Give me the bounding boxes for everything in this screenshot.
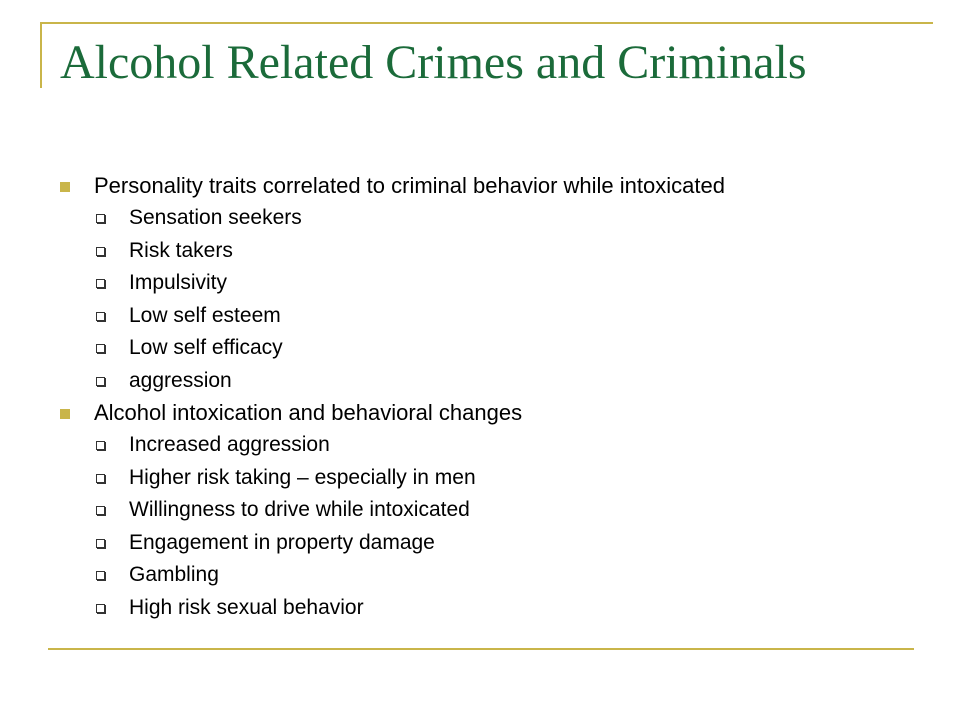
bullet-heading: [60, 397, 920, 429]
hollow-square-bullet-icon: [96, 441, 105, 450]
hollow-square-bullet-icon: [96, 344, 105, 353]
sub-bullet: [60, 462, 920, 495]
frame-top-rule: [40, 22, 933, 24]
sub-bullet-text: Low self efficacy: [129, 336, 283, 359]
sub-bullet: [60, 267, 920, 300]
bullet-heading-text: Personality traits correlated to criminal behavior while intoxicated: [94, 173, 725, 198]
sub-bullet: [60, 332, 920, 365]
bullet-list: [60, 170, 920, 624]
sub-bullet-text: Sensation seekers: [129, 206, 302, 229]
sub-bullet: [60, 202, 920, 235]
frame-bottom-rule: [48, 648, 914, 650]
sub-bullet-text: Gambling: [129, 563, 219, 586]
sub-bullet: [60, 235, 920, 268]
hollow-square-bullet-icon: [96, 474, 105, 483]
sub-bullet: [60, 559, 920, 592]
hollow-square-bullet-icon: [96, 506, 105, 515]
sub-bullet: [60, 494, 920, 527]
sub-bullet-text: Engagement in property damage: [129, 530, 435, 554]
hollow-square-bullet-icon: [96, 247, 105, 256]
sub-bullet: [60, 527, 920, 560]
sub-bullet-text: Risk takers: [129, 238, 233, 262]
sub-bullet-text: Low self esteem: [129, 303, 281, 327]
hollow-square-bullet-icon: [96, 214, 105, 223]
bullet-heading: [60, 170, 920, 202]
sub-bullet: [60, 592, 920, 625]
hollow-square-bullet-icon: [96, 279, 105, 288]
sub-bullet: [60, 300, 920, 333]
sub-bullet-text: High risk sexual behavior: [129, 595, 364, 619]
sub-bullet-text: Higher risk taking – especially in men: [129, 465, 476, 489]
hollow-square-bullet-icon: [96, 377, 105, 386]
slide-title: Alcohol Related Crimes and Criminals: [60, 36, 807, 89]
square-bullet-icon: [60, 182, 70, 192]
hollow-square-bullet-icon: [96, 571, 105, 580]
hollow-square-bullet-icon: [96, 539, 105, 548]
sub-bullet: [60, 429, 920, 462]
frame-left-rule: [40, 22, 42, 88]
sub-bullet-text: Increased aggression: [129, 433, 330, 456]
sub-bullet: [60, 365, 920, 398]
hollow-square-bullet-icon: [96, 312, 105, 321]
hollow-square-bullet-icon: [96, 604, 105, 613]
sub-bullet-text: aggression: [129, 368, 232, 392]
sub-bullet-text: Impulsivity: [129, 271, 228, 294]
square-bullet-icon: [60, 409, 70, 419]
bullet-heading-text: Alcohol intoxication and behavioral changes: [94, 400, 523, 425]
sub-bullet-text: Willingness to drive while intoxicated: [129, 498, 470, 521]
